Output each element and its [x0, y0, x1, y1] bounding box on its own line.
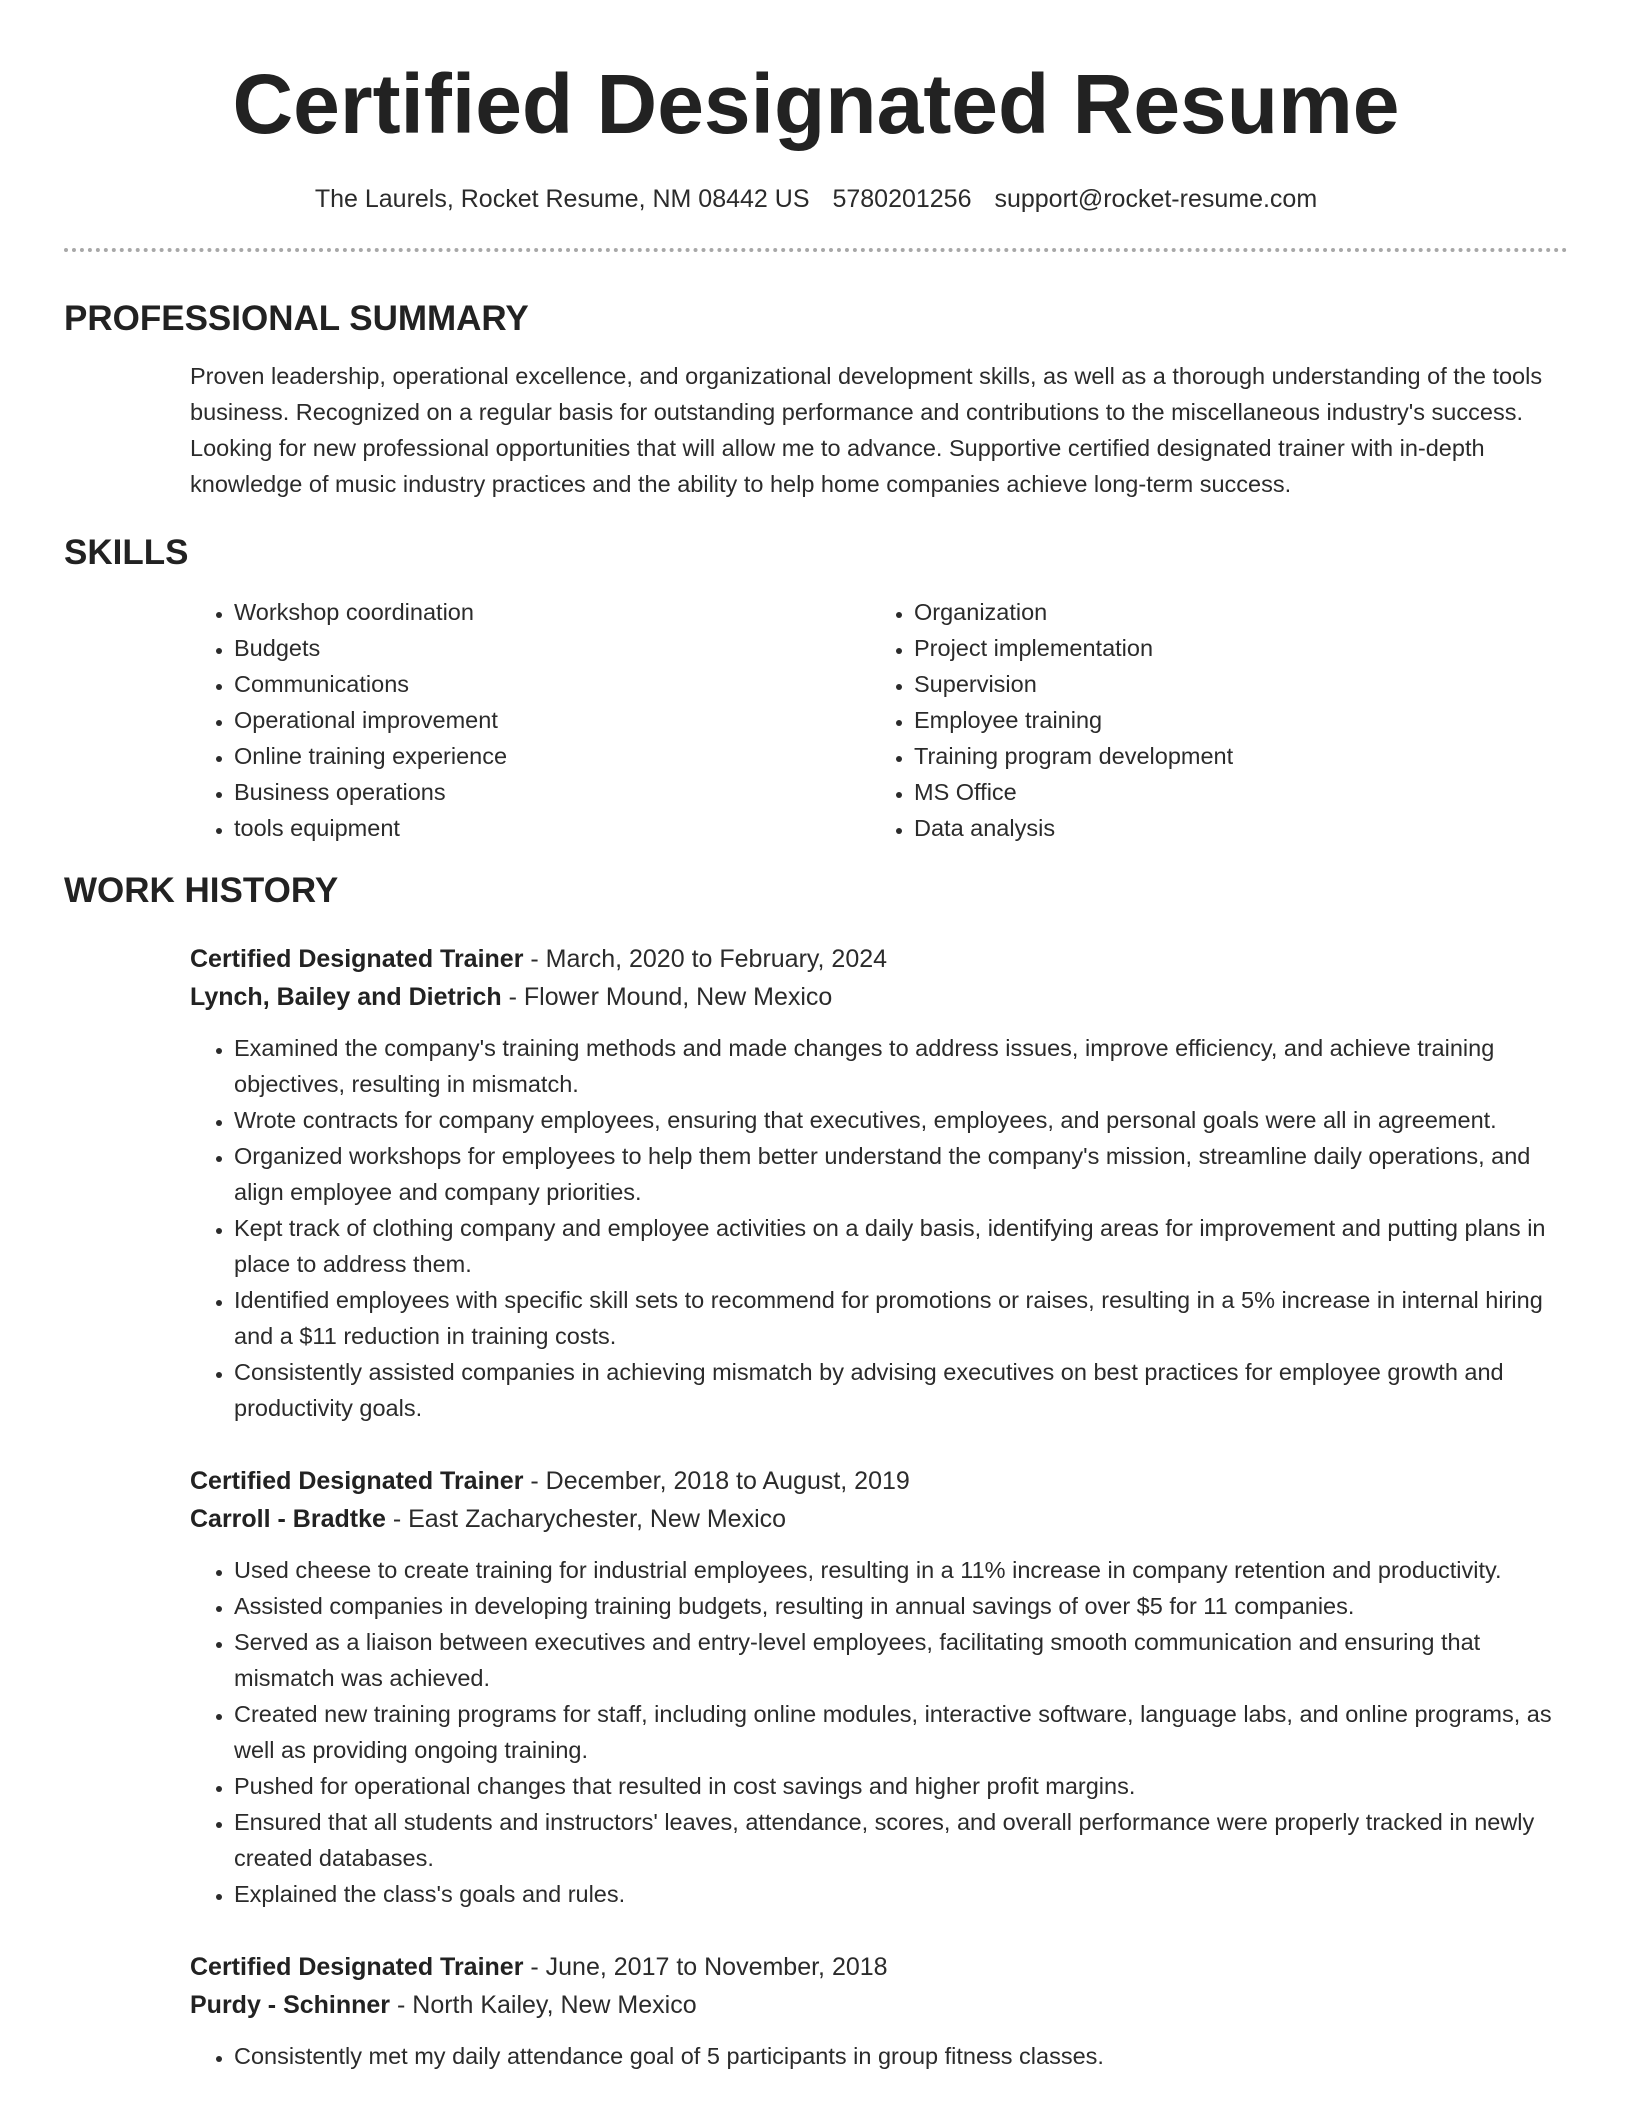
job-dates: - March, 2020 to February, 2024	[523, 945, 888, 973]
job-dates: - December, 2018 to August, 2019	[523, 1467, 910, 1495]
contact-email: support@rocket-resume.com	[994, 185, 1318, 213]
job-role-line	[190, 1948, 1568, 1986]
job-bullet: • Assisted companies in developing training budgets, resulting in annual savings of over $5 for 11 companies.	[234, 1588, 1568, 1624]
job-bullet: • Consistently met my daily attendance goal of 5 participants in group fitness classes.	[234, 2038, 1568, 2074]
skill-item: • Employee training	[914, 702, 1514, 738]
summary-text: Proven leadership, operational excellence, and organizational development skills, as well as a thorough understanding of the tools business. Recognized on a regular basis for outstanding performance and contributions to the miscellaneous industry's success. Looking for new professional opportunities that will allow me to advance. Supportive certified designated trainer with in-depth knowledge of music industry practices and the ability to help home companies achieve long-term success.	[190, 363, 1543, 497]
job-bullets	[190, 1552, 1568, 1912]
header-divider	[64, 248, 1568, 252]
skill-item: • tools equipment	[234, 810, 870, 846]
job-bullet: • Organized workshops for employees to help them better understand the company's mission, streamline daily operations, and align employee and company priorities.	[234, 1138, 1568, 1210]
job-company: Purdy - Schinner	[190, 1991, 391, 2019]
skill-item: • Data analysis	[914, 810, 1514, 846]
job-role-line	[190, 940, 1568, 978]
job-bullet: • Identified employees with specific skill sets to recommend for promotions or raises, resulting in a 5% increase in internal hiring and a $11 reduction in training costs.	[234, 1282, 1568, 1354]
job-bullet: • Examined the company's training methods and made changes to address issues, improve efficiency, and achieve training objectives, resulting in mismatch.	[234, 1030, 1568, 1102]
job-bullet: • Wrote contracts for company employees, ensuring that executives, employees, and personal goals were all in agreement.	[234, 1102, 1568, 1138]
skills-grid	[190, 594, 1568, 846]
job-company-line	[190, 978, 1568, 1016]
job-entry	[190, 1462, 1568, 1912]
job-bullet: • Kept track of clothing company and employee activities on a daily basis, identifying areas for improvement and putting plans in place to address them.	[234, 1210, 1568, 1282]
skill-item: • Workshop coordination	[234, 594, 870, 630]
job-company: Lynch, Bailey and Dietrich	[190, 983, 502, 1011]
skill-item: • MS Office	[914, 774, 1514, 810]
skill-item: • Operational improvement	[234, 702, 870, 738]
resume-title: Certified Designated Resume	[232, 57, 1400, 151]
skill-item: • Supervision	[914, 666, 1514, 702]
job-location: - East Zacharychester, New Mexico	[385, 1505, 787, 1533]
job-role-line	[190, 1462, 1568, 1500]
contact-address: The Laurels, Rocket Resume, NM 08442 US	[314, 185, 810, 213]
skill-item: • Project implementation	[914, 630, 1514, 666]
skills-list-right	[870, 594, 1514, 846]
job-company: Carroll - Bradtke	[190, 1505, 386, 1533]
section-title-skills: SKILLS	[64, 533, 189, 572]
job-role: Certified Designated Trainer	[190, 1953, 524, 1981]
job-bullets	[190, 1030, 1568, 1426]
section-title-work: WORK HISTORY	[64, 871, 339, 910]
job-bullet: • Ensured that all students and instructors' leaves, attendance, scores, and overall performance were properly tracked in newly created databases.	[234, 1804, 1568, 1876]
skills-list-left	[190, 594, 870, 846]
skill-item: • Budgets	[234, 630, 870, 666]
section-title-summary: PROFESSIONAL SUMMARY	[64, 299, 529, 338]
job-bullet: • Served as a liaison between executives and entry-level employees, facilitating smooth communication and ensuring that mismatch was achieved.	[234, 1624, 1568, 1696]
skill-item: • Organization	[914, 594, 1514, 630]
job-dates: - June, 2017 to November, 2018	[523, 1953, 888, 1981]
job-bullet: • Explained the class's goals and rules.	[234, 1876, 1568, 1912]
job-company-line	[190, 1500, 1568, 1538]
job-bullet: • Created new training programs for staff, including online modules, interactive software, language labs, and online programs, as well as providing ongoing training.	[234, 1696, 1568, 1768]
job-bullet: • Consistently assisted companies in achieving mismatch by advising executives on best practices for employee growth and productivity goals.	[234, 1354, 1568, 1426]
contact-phone: 5780201256	[832, 185, 972, 213]
job-bullet: • Used cheese to create training for industrial employees, resulting in a 11% increase in company retention and productivity.	[234, 1552, 1568, 1588]
job-location: - North Kailey, New Mexico	[390, 1991, 697, 2019]
job-bullets	[190, 2038, 1568, 2074]
resume-page	[64, 0, 1568, 2074]
skill-item: • Online training experience	[234, 738, 870, 774]
job-entry	[190, 940, 1568, 1426]
skill-item: • Training program development	[914, 738, 1514, 774]
job-role: Certified Designated Trainer	[190, 945, 524, 973]
job-bullet: • Pushed for operational changes that resulted in cost savings and higher profit margins.	[234, 1768, 1568, 1804]
contact-line	[64, 184, 1568, 214]
skill-item: • Business operations	[234, 774, 870, 810]
job-company-line	[190, 1986, 1568, 2024]
job-entry	[190, 1948, 1568, 2074]
skill-item: • Communications	[234, 666, 870, 702]
job-location: - Flower Mound, New Mexico	[501, 983, 833, 1011]
job-role: Certified Designated Trainer	[190, 1467, 524, 1495]
